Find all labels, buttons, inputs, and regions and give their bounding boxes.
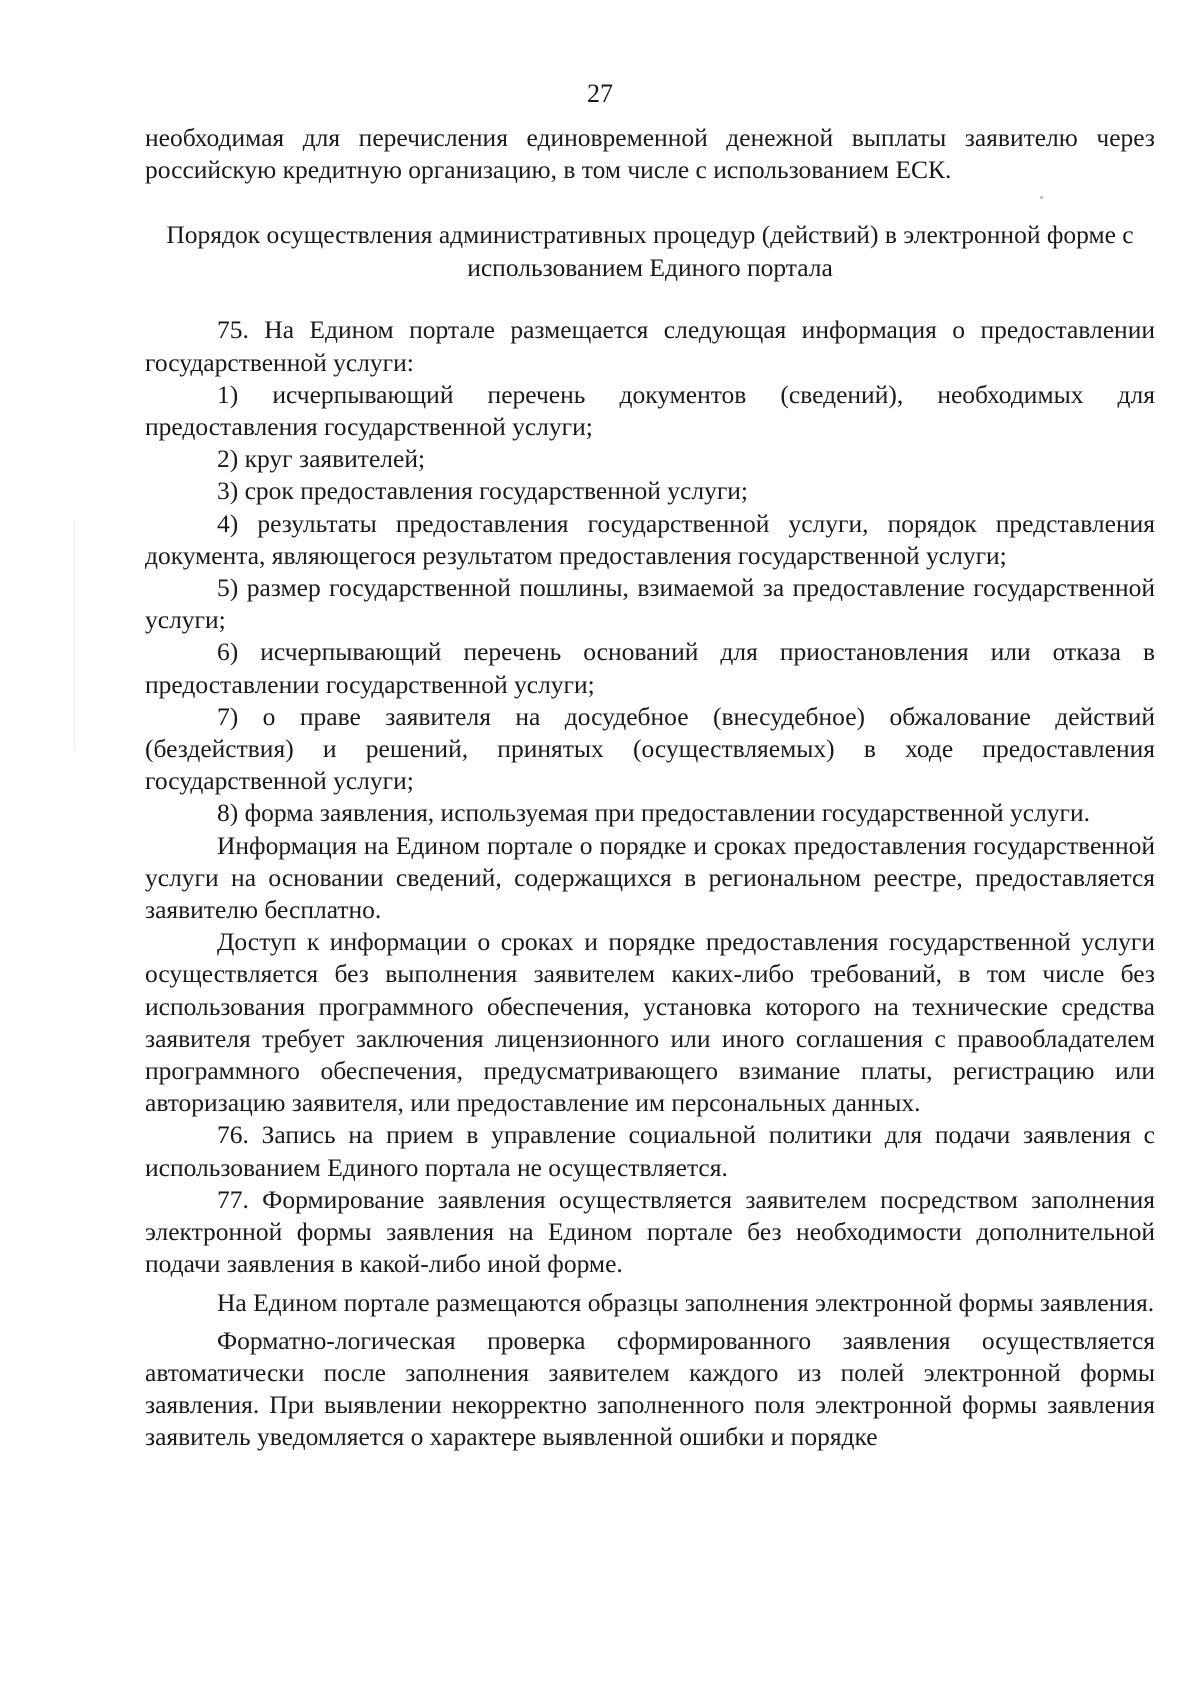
list-item-8: 8) форма заявления, используемая при предоставлении государственной услуги. [217, 798, 1091, 828]
list-item-2: 2) круг заявителей; [217, 444, 426, 474]
paragraph-continuation: необходимая для перечисления единовременной денежной выплаты заявителю через российскую кредитную организацию, в том числе с использованием ЕСК. [145, 123, 1155, 185]
page-number: 27 [587, 79, 613, 108]
list-item-5: 5) размер государственной пошлины, взимаемой за предоставление государственной услуги; [145, 573, 1155, 635]
list-item-6: 6) исчерпывающий перечень оснований для приостановления или отказа в предоставлении государственной услуги; [145, 637, 1155, 699]
list-item-3: 3) срок предоставления государственной услуги; [217, 476, 749, 506]
paragraph-validation: Форматно-логическая проверка сформированного заявления осуществляется автоматически после заполнения заявителем каждого из полей электронной формы заявления. При выявлении некорректно заполненного поля электронной формы заявления заявитель уведомляется о характере выявленной ошибки и порядке [145, 1325, 1155, 1452]
document-body [145, 122, 1155, 1454]
list-item-7: 7) о праве заявителя на досудебное (внесудебное) обжалование действий (бездействия) и решений, принятых (осуществляемых) в ходе предоставления государственной услуги; [145, 701, 1155, 796]
list-item-4: 4) результаты предоставления государственной услуги, порядок представления документа, являющегося результатом предоставления государственной услуги; [145, 508, 1155, 570]
paragraph-samples: На Едином портале размещаются образцы заполнения электронной формы заявления. [217, 1287, 1155, 1317]
paragraph-77: 77. Формирование заявления осуществляется заявителем посредством заполнения электронной формы заявления на Едином портале без необходимости дополнительной подачи заявления в какой-либо иной форме. [145, 1184, 1155, 1279]
section-heading: Порядок осуществления административных процедур (действий) в электронной форме с использованием Единого портала [166, 220, 1134, 283]
scan-artifact-line [74, 520, 75, 750]
list-item-1: 1) исчерпывающий перечень документов (сведений), необходимых для предоставления государственной услуги; [145, 379, 1155, 442]
paragraph-75: 75. На Едином портале размещается следующая информация о предоставлении государственной услуги: [145, 315, 1155, 377]
paragraph-info-free: Информация на Едином портале о порядке и сроках предоставления государственной услуги на основании сведений, содержащихся в региональном реестре, предоставляется заявителю бесплатно. [145, 830, 1155, 925]
paragraph-access: Доступ к информации о сроках и порядке предоставления государственной услуги осуществляется без выполнения заявителем каких-либо требований, в том числе без использования программного обеспечения, установка которого на технические средства заявителя требует заключения лицензионного или иного соглашения с правообладателем программного обеспечения, предусматривающего взимание платы, регистрацию или авторизацию заявителя, или предоставление им персональных данных. [145, 927, 1155, 1118]
paragraph-76: 76. Запись на прием в управление социальной политики для подачи заявления с использованием Единого портала не осуществляется. [145, 1120, 1155, 1182]
